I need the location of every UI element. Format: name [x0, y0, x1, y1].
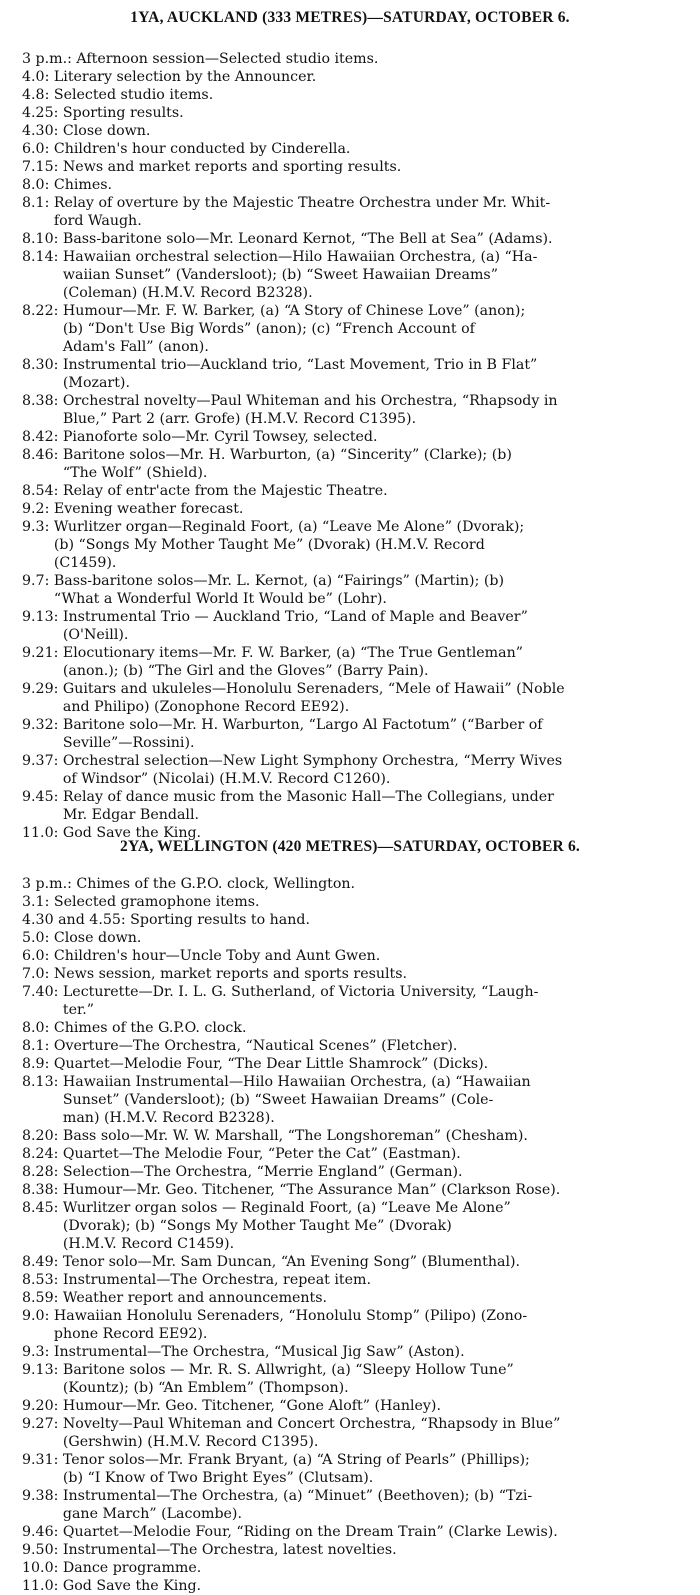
entry-description: Tenor solo—Mr. Sam Duncan, “An Evening Song” (Blumenthal). [62, 1254, 521, 1270]
programme-entry [22, 680, 690, 716]
programme-entry [22, 1199, 690, 1253]
programme-entry [22, 788, 690, 824]
programme-entry [22, 983, 690, 1019]
entry-time: 9.27: [22, 1416, 63, 1432]
entry-time: 9.29: [22, 681, 63, 697]
programme-entry [22, 1559, 690, 1577]
programme-entry [22, 1073, 690, 1127]
programme-entry [22, 1019, 690, 1037]
entry-time: 5.0: [22, 930, 54, 946]
entry-time: 8.1: [22, 195, 54, 211]
programme-entry [22, 1271, 690, 1289]
entry-time: 9.13: [22, 609, 63, 625]
entry-time: 6.0: [22, 141, 54, 157]
programme-entry [22, 929, 690, 947]
entry-description: Overture—The Orchestra, “Nautical Scenes” (Fletcher). [53, 1038, 458, 1054]
entry-time: 8.24: [22, 1146, 63, 1162]
entry-time: 9.2: [22, 501, 54, 517]
entry-description: Bass solo—Mr. W. W. Marshall, “The Longshoreman” (Chesham). [62, 1128, 528, 1144]
programme-entry [22, 428, 690, 446]
entry-time: 8.22: [22, 303, 63, 319]
entry-description: Close down. [53, 930, 142, 946]
programme-entry [22, 104, 690, 122]
programme-entry [22, 392, 690, 428]
programme-entry [22, 1289, 690, 1307]
programme-entry [22, 158, 690, 176]
programme-entry [22, 1145, 690, 1163]
entry-time: 9.3: [22, 1344, 54, 1360]
entry-description: Instrumental—The Orchestra, latest novelties. [62, 1542, 397, 1558]
entry-time: 7.15: [22, 159, 63, 175]
entry-time: 3 p.m.: [22, 51, 77, 67]
entry-description: Relay of entr'acte from the Majestic Theatre. [62, 483, 388, 499]
entry-description: Hawaiian Honolulu Serenaders, “Honolulu Stomp” (Pilipo) (Zono- phone Record EE92). [53, 1308, 528, 1342]
entry-time: 6.0: [22, 948, 54, 964]
entry-description: Orchestral novelty—Paul Whiteman and his Orchestra, “Rhapsody in Blue,” Part 2 (arr. Grofe) (H.M.V. Record C1395). [62, 393, 558, 427]
entry-time: 8.49: [22, 1254, 63, 1270]
programme-entry [22, 68, 690, 86]
programme-entry [22, 50, 690, 68]
entry-time: 4.30 and 4.55: [22, 912, 131, 928]
entry-description: Quartet—Melodie Four, “Riding on the Dream Train” (Clarke Lewis). [62, 1524, 558, 1540]
entry-time: 11.0: [22, 1578, 63, 1594]
entry-description: Relay of overture by the Majestic Theatre Orchestra under Mr. Whit- ford Waugh. [53, 195, 551, 229]
entry-description: Afternoon session—Selected studio items. [76, 51, 379, 67]
entry-description: News session, market reports and sports results. [53, 966, 408, 982]
entry-description: Selection—The Orchestra, “Merrie England” (German). [62, 1164, 463, 1180]
entry-description: Quartet—The Melodie Four, “Peter the Cat” (Eastman). [62, 1146, 461, 1162]
entry-description: Children's hour—Uncle Toby and Aunt Gwen. [53, 948, 381, 964]
programme-entry [22, 1541, 690, 1559]
entry-description: Baritone solos — Mr. R. S. Allwright, (a) “Sleepy Hollow Tune” (Kountz); (b) “An Emblem” (Thompson). [62, 1362, 514, 1396]
entry-time: 8.38: [22, 1182, 63, 1198]
entry-time: 7.40: [22, 984, 63, 1000]
entry-description: Weather report and announcements. [62, 1290, 328, 1306]
programme-entry [22, 644, 690, 680]
programme-entry [22, 1253, 690, 1271]
programme-entry [22, 752, 690, 788]
entry-description: Elocutionary items—Mr. F. W. Barker, (a) “The True Gentleman” (anon.); (b) “The Girl and the Gloves” (Barry Pain). [62, 645, 523, 679]
programme-entry [22, 1487, 690, 1523]
entry-description: Wurlitzer organ—Reginald Foort, (a) “Leave Me Alone” (Dvorak); (b) “Songs My Mother Taught Me” (Dvorak) (H.M.V. Record (C1459). [53, 519, 525, 571]
entry-description: God Save the King. [62, 1578, 202, 1594]
entry-time: 7.0: [22, 966, 54, 982]
entry-time: 8.53: [22, 1272, 63, 1288]
entry-description: Instrumental Trio — Auckland Trio, “Land of Maple and Beaver” (O'Neill). [62, 609, 528, 643]
programme-entry [22, 1577, 690, 1595]
entry-description: News and market reports and sporting results. [62, 159, 402, 175]
programme-entry [22, 446, 690, 482]
programme-entry [22, 500, 690, 518]
entry-time: 8.9: [22, 1056, 54, 1072]
section-heading-2ya: 2YA, WELLINGTON (420 METRES)—SATURDAY, OCTOBER 6. [120, 838, 580, 855]
section-heading-1ya: 1YA, AUCKLAND (333 METRES)—SATURDAY, OCTOBER 6. [130, 9, 570, 26]
entry-time: 8.13: [22, 1074, 63, 1090]
entry-description: Pianoforte solo—Mr. Cyril Towsey, selected. [62, 429, 378, 445]
programme-entry [22, 302, 690, 356]
entry-description: Tenor solos—Mr. Frank Bryant, (a) “A String of Pearls” (Phillips); (b) “I Know of Two Bright Eyes” (Clutsam). [62, 1452, 530, 1486]
entry-time: 9.21: [22, 645, 63, 661]
entry-time: 9.50: [22, 1542, 63, 1558]
programme-entry [22, 518, 690, 572]
entry-time: 8.0: [22, 1020, 54, 1036]
entry-time: 9.13: [22, 1362, 63, 1378]
entry-description: Hawaiian Instrumental—Hilo Hawaiian Orchestra, (a) “Hawaiian Sunset” (Vandersloot); (b) “Sweet Hawaiian Dreams” (Cole- man) (H.M.V. Record B2328). [62, 1074, 531, 1126]
programme-entry [22, 1037, 690, 1055]
programme-entry [22, 1127, 690, 1145]
programme-entry [22, 572, 690, 608]
programme-entry [22, 965, 690, 983]
programme-entry [22, 716, 690, 752]
programme-entry [22, 1307, 690, 1343]
programme-list-1ya [22, 50, 690, 842]
programme-entry [22, 230, 690, 248]
entry-time: 8.0: [22, 177, 54, 193]
programme-entry [22, 1181, 690, 1199]
entry-time: 8.28: [22, 1164, 63, 1180]
entry-description: Wurlitzer organ solos — Reginald Foort, (a) “Leave Me Alone” (Dvorak); (b) “Songs My Mother Taught Me” (Dvorak) (H.M.V. Record C1459). [62, 1200, 511, 1252]
programme-entry [22, 1451, 690, 1487]
entry-time: 9.3: [22, 519, 54, 535]
programme-entry [22, 194, 690, 230]
entry-time: 8.54: [22, 483, 63, 499]
entry-description: Relay of dance music from the Masonic Hall—The Collegians, under Mr. Edgar Bendall. [62, 789, 554, 823]
entry-time: 4.25: [22, 105, 63, 121]
entry-time: 8.59: [22, 1290, 63, 1306]
entry-description: Instrumental—The Orchestra, “Musical Jig Saw” (Aston). [53, 1344, 465, 1360]
entry-time: 8.45: [22, 1200, 63, 1216]
entry-time: 9.37: [22, 753, 63, 769]
entry-description: Baritone solos—Mr. H. Warburton, (a) “Sincerity” (Clarke); (b) “The Wolf” (Shield). [62, 447, 512, 481]
entry-time: 9.38: [22, 1488, 63, 1504]
entry-description: Lecturette—Dr. I. L. G. Sutherland, of Victoria University, “Laugh- ter.” [62, 984, 539, 1018]
entry-time: 8.14: [22, 249, 63, 265]
programme-entry [22, 1343, 690, 1361]
entry-description: Literary selection by the Announcer. [53, 69, 317, 85]
entry-time: 9.46: [22, 1524, 63, 1540]
programme-entry [22, 893, 690, 911]
entry-description: Hawaiian orchestral selection—Hilo Hawaiian Orchestra, (a) “Ha- waiian Sunset” (Vandersloot); (b) “Sweet Hawaiian Dreams” (Coleman) (H.M.V. Record B2328). [62, 249, 538, 301]
entry-time: 3 p.m.: [22, 876, 77, 892]
programme-entry [22, 1523, 690, 1541]
entry-time: 4.8: [22, 87, 54, 103]
entry-description: Instrumental—The Orchestra, (a) “Minuet” (Beethoven); (b) “Tzi- gane March” (Lacombe). [62, 1488, 533, 1522]
entry-time: 8.46: [22, 447, 63, 463]
entry-description: Sporting results to hand. [130, 912, 310, 928]
entry-description: Selected gramophone items. [53, 894, 260, 910]
entry-description: Chimes of the G.P.O. clock. [53, 1020, 247, 1036]
programme-entry [22, 608, 690, 644]
entry-description: Bass-baritone solos—Mr. L. Kernot, (a) “Fairings” (Martin); (b) “What a Wonderful World It Would be” (Lohr). [53, 573, 505, 607]
programme-entry [22, 1397, 690, 1415]
programme-entry [22, 86, 690, 104]
entry-time: 9.20: [22, 1398, 63, 1414]
entry-time: 9.32: [22, 717, 63, 733]
entry-description: Humour—Mr. Geo. Titchener, “The Assurance Man” (Clarkson Rose). [62, 1182, 561, 1198]
entry-time: 8.30: [22, 357, 63, 373]
entry-description: Quartet—Melodie Four, “The Dear Little Shamrock” (Dicks). [53, 1056, 489, 1072]
programme-list-2ya [22, 875, 690, 1595]
programme-entry [22, 248, 690, 302]
programme-entry [22, 1055, 690, 1073]
entry-description: Novelty—Paul Whiteman and Concert Orchestra, “Rhapsody in Blue” (Gershwin) (H.M.V. Record C1395). [62, 1416, 561, 1450]
entry-time: 8.10: [22, 231, 63, 247]
programme-entry [22, 140, 690, 158]
entry-time: 3.1: [22, 894, 54, 910]
programme-entry [22, 1415, 690, 1451]
entry-time: 4.30: [22, 123, 63, 139]
entry-time: 9.31: [22, 1452, 63, 1468]
entry-time: 10.0: [22, 1560, 63, 1576]
entry-description: Instrumental trio—Auckland trio, “Last Movement, Trio in B Flat” (Mozart). [62, 357, 538, 391]
entry-description: Sporting results. [62, 105, 184, 121]
entry-time: 4.0: [22, 69, 54, 85]
entry-description: Evening weather forecast. [53, 501, 244, 517]
entry-description: Chimes of the G.P.O. clock, Wellington. [76, 876, 356, 892]
entry-description: Selected studio items. [53, 87, 214, 103]
entry-time: 9.7: [22, 573, 54, 589]
entry-description: Children's hour conducted by Cinderella. [53, 141, 351, 157]
entry-description: Dance programme. [62, 1560, 202, 1576]
programme-entry [22, 947, 690, 965]
entry-time: 8.38: [22, 393, 63, 409]
entry-description: God Save the King. [62, 825, 202, 841]
programme-entry [22, 356, 690, 392]
programme-entry [22, 482, 690, 500]
programme-entry [22, 176, 690, 194]
programme-entry [22, 875, 690, 893]
entry-time: 8.42: [22, 429, 63, 445]
entry-description: Orchestral selection—New Light Symphony Orchestra, “Merry Wives of Windsor” (Nicolai) (H.M.V. Record C1260). [62, 753, 563, 787]
entry-time: 8.1: [22, 1038, 54, 1054]
entry-time: 9.0: [22, 1308, 54, 1324]
entry-description: Humour—Mr. F. W. Barker, (a) “A Story of Chinese Love” (anon); (b) “Don't Use Big Words” (anon); (c) “French Account of Adam's Fall” (anon). [62, 303, 526, 355]
programme-entry [22, 1163, 690, 1181]
programme-entry [22, 122, 690, 140]
entry-description: Instrumental—The Orchestra, repeat item. [62, 1272, 371, 1288]
entry-description: Humour—Mr. Geo. Titchener, “Gone Aloft” (Hanley). [62, 1398, 441, 1414]
entry-description: Baritone solo—Mr. H. Warburton, “Largo Al Factotum” (“Barber of Seville”—Rossini). [62, 717, 543, 751]
entry-time: 8.20: [22, 1128, 63, 1144]
entry-description: Guitars and ukuleles—Honolulu Serenaders, “Mele of Hawaii” (Noble and Philipo) (Zonophone Record EE92). [62, 681, 565, 715]
entry-description: Chimes. [53, 177, 113, 193]
entry-time: 9.45: [22, 789, 63, 805]
programme-entry [22, 911, 690, 929]
entry-time: 11.0: [22, 825, 63, 841]
entry-description: Close down. [62, 123, 151, 139]
entry-description: Bass-baritone solo—Mr. Leonard Kernot, “The Bell at Sea” (Adams). [62, 231, 553, 247]
programme-entry [22, 1361, 690, 1397]
